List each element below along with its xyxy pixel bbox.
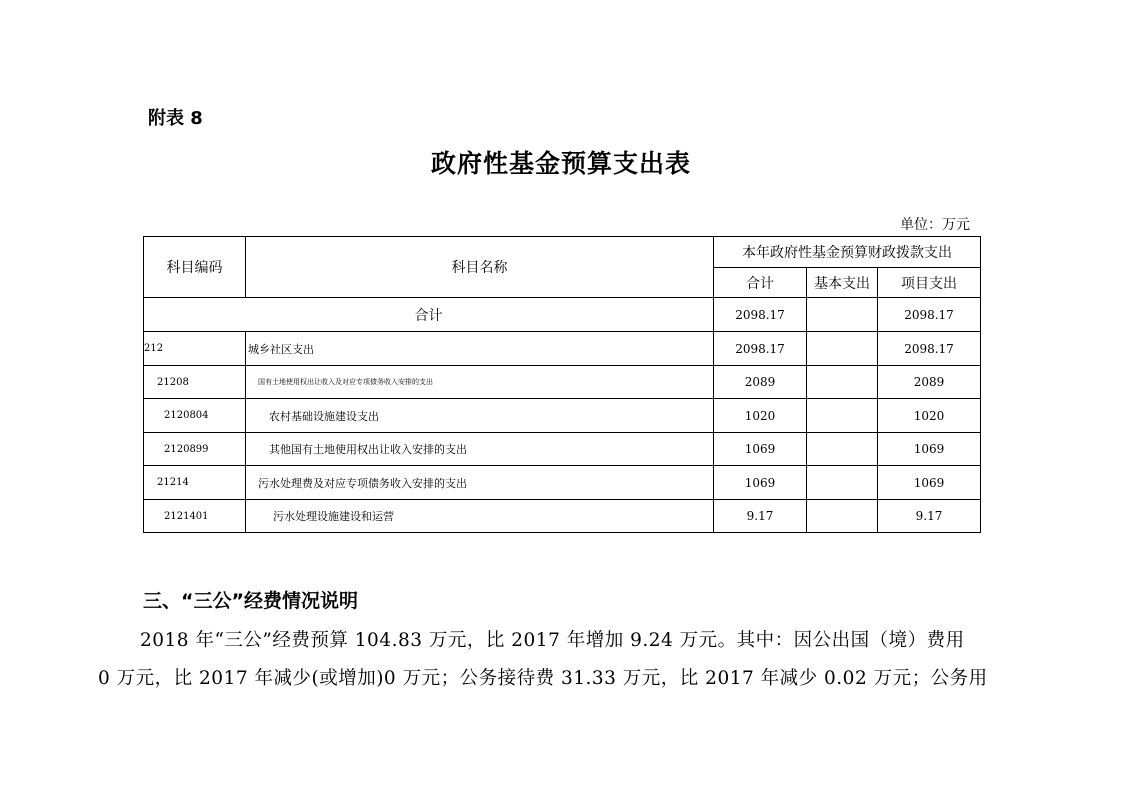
table-row	[144, 433, 981, 466]
row-name: 城乡社区支出	[246, 332, 714, 366]
row-code: 2120899	[144, 433, 246, 466]
row-basic	[807, 366, 878, 399]
row-total: 2098.17	[714, 332, 807, 366]
row-code: 212	[144, 332, 246, 366]
row-code: 2121401	[144, 500, 246, 533]
header-basic: 基本支出	[807, 268, 878, 298]
header-name: 科目名称	[246, 237, 714, 298]
row-total: 2089	[714, 366, 807, 399]
header-group: 本年政府性基金预算财政拨款支出	[714, 237, 981, 268]
row-total: 1020	[714, 399, 807, 433]
table-row	[144, 500, 981, 533]
table-row	[144, 332, 981, 366]
row-basic	[807, 399, 878, 433]
total-row-basic	[807, 298, 878, 332]
budget-table	[143, 236, 981, 533]
row-name: 其他国有土地使用权出让收入安排的支出	[246, 433, 714, 466]
table-row	[144, 466, 981, 500]
page-title: 政府性基金预算支出表	[430, 149, 691, 178]
row-project: 2098.17	[878, 332, 981, 366]
total-row-total: 2098.17	[714, 298, 807, 332]
total-row-project: 2098.17	[878, 298, 981, 332]
total-row-label: 合计	[144, 298, 714, 332]
row-project: 1069	[878, 466, 981, 500]
row-basic	[807, 500, 878, 533]
row-name: 国有土地使用权出让收入及对应专项债务收入安排的支出	[246, 366, 714, 399]
row-name: 污水处理设施建设和运营	[246, 500, 714, 533]
table-row	[144, 399, 981, 433]
header-project: 项目支出	[878, 268, 981, 298]
section-heading: 三、“三公”经费情况说明	[143, 590, 358, 612]
unit-label: 单位：万元	[900, 217, 970, 233]
row-code: 21208	[144, 366, 246, 399]
header-total: 合计	[714, 268, 807, 298]
row-project: 2089	[878, 366, 981, 399]
row-total: 1069	[714, 433, 807, 466]
row-basic	[807, 332, 878, 366]
header-code: 科目编码	[144, 237, 246, 298]
row-name: 农村基础设施建设支出	[246, 399, 714, 433]
row-project: 1069	[878, 433, 981, 466]
row-project: 9.17	[878, 500, 981, 533]
table-row	[144, 366, 981, 399]
attachment-label: 附表 8	[148, 108, 203, 129]
row-code: 21214	[144, 466, 246, 500]
row-name: 污水处理费及对应专项债务收入安排的支出	[246, 466, 714, 500]
paragraph-line-1: 2018 年“三公”经费预算 104.83 万元，比 2017 年增加 9.24 万元。其中：因公出国（境）费用	[140, 630, 965, 651]
total-row	[144, 298, 981, 332]
row-basic	[807, 433, 878, 466]
row-basic	[807, 466, 878, 500]
row-code: 2120804	[144, 399, 246, 433]
row-project: 1020	[878, 399, 981, 433]
paragraph-line-2: 0 万元，比 2017 年减少(或增加)0 万元；公务接待费 31.33 万元，比 2017 年减少 0.02 万元；公务用	[98, 668, 988, 689]
row-total: 9.17	[714, 500, 807, 533]
row-total: 1069	[714, 466, 807, 500]
